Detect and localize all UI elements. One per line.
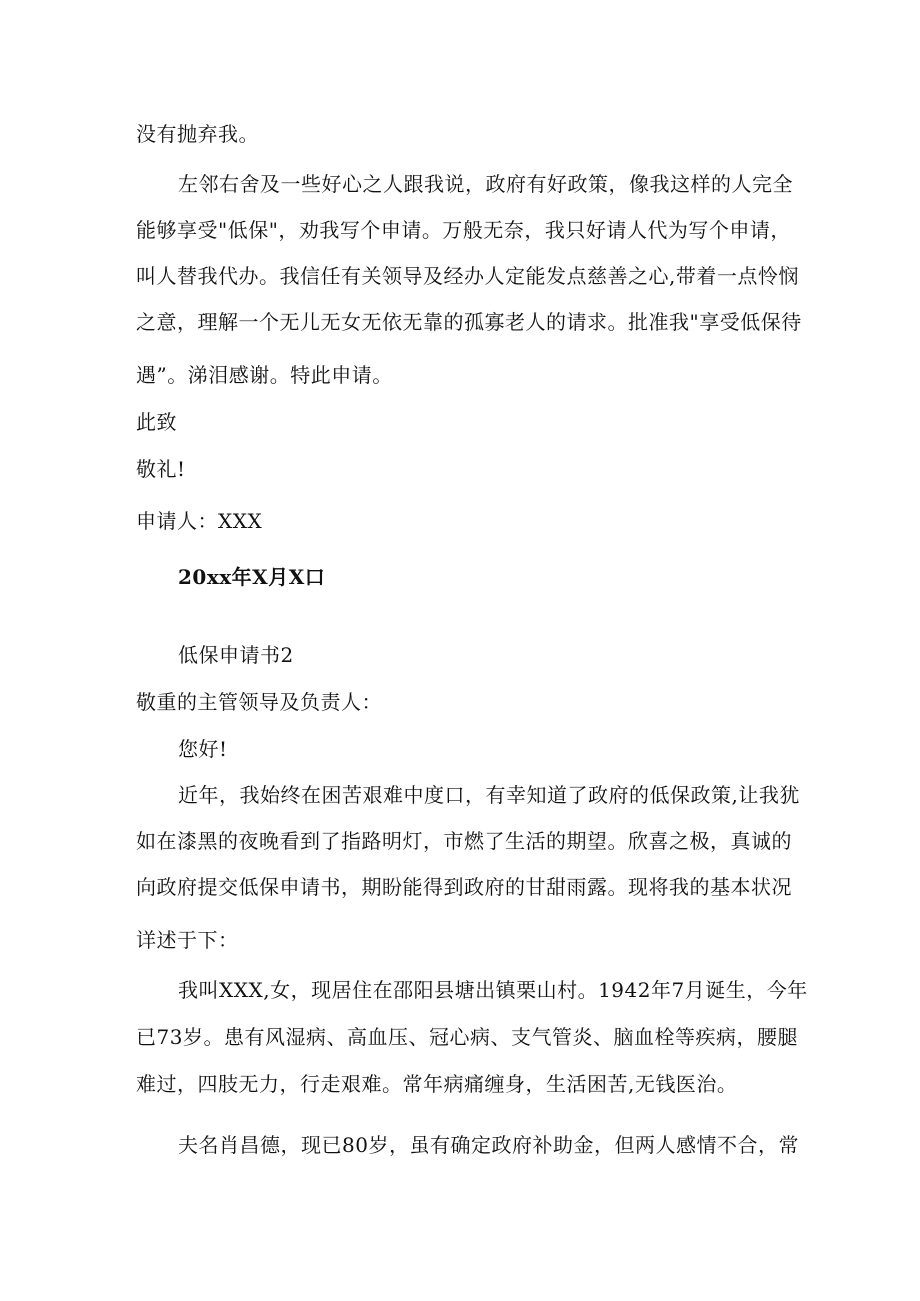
closing-salutation: 此致 xyxy=(136,410,177,434)
text-line: 叫人替我代办。我信任有关领导及经办人定能发点慈善之心,带着一点怜悯 xyxy=(136,264,799,288)
text-line: 已73岁。患有风湿病、高血压、冠心病、支气管炎、脑血栓等疾病，腰腿 xyxy=(136,1025,798,1049)
text-line: 能够享受"低保"，劝我写个申请。万般无奈，我只好请人代为写个申请， xyxy=(136,218,791,242)
applicant-line: 申请人：XXX xyxy=(136,509,263,533)
text-line: 遇”。涕泪感谢。特此申请。 xyxy=(136,363,393,387)
text-line: 难过，四肢无力，行走艰难。常年病痛缠身，生活困苦,无钱医治。 xyxy=(136,1072,738,1096)
text-line: 没有抛弃我。 xyxy=(136,122,259,146)
text-line: 如在漆黑的夜晚看到了指路明灯，市燃了生活的期望。欣喜之极，真诚的 xyxy=(136,829,792,853)
text-line: 之意，理解一个无儿无女无依无靠的孤寡老人的请求。批准我"享受低保待 xyxy=(136,310,802,334)
text-line: 向政府提交低保申请书，期盼能得到政府的甘甜雨露。现将我的基本状况 xyxy=(136,875,792,899)
paragraph-first-line: 近年，我始终在困苦艰难中度口，有幸知道了政府的低保政策,让我犹 xyxy=(178,783,800,807)
text-line: 详述于下： xyxy=(136,928,239,952)
section-title: 低保申请书2 xyxy=(178,643,294,667)
greeting: 您好! xyxy=(178,737,228,761)
paragraph-first-line: 我叫XXX,女，现居住在邵阳县塘出镇栗山村。1942年7月诞生，今年 xyxy=(178,978,808,1002)
paragraph-first-line: 左邻右舍及一些好心之人跟我说，政府有好政策，像我这样的人完全 xyxy=(178,172,793,196)
greeting-recipient: 敬重的主管领导及负责人： xyxy=(136,690,382,714)
date-line: 20xx年X月X口 xyxy=(178,565,326,589)
paragraph-first-line: 夫名肖昌德，现已80岁，虽有确定政府补助金，但两人感情不合，常 xyxy=(178,1133,799,1157)
closing-regards: 敬礼! xyxy=(136,457,186,481)
